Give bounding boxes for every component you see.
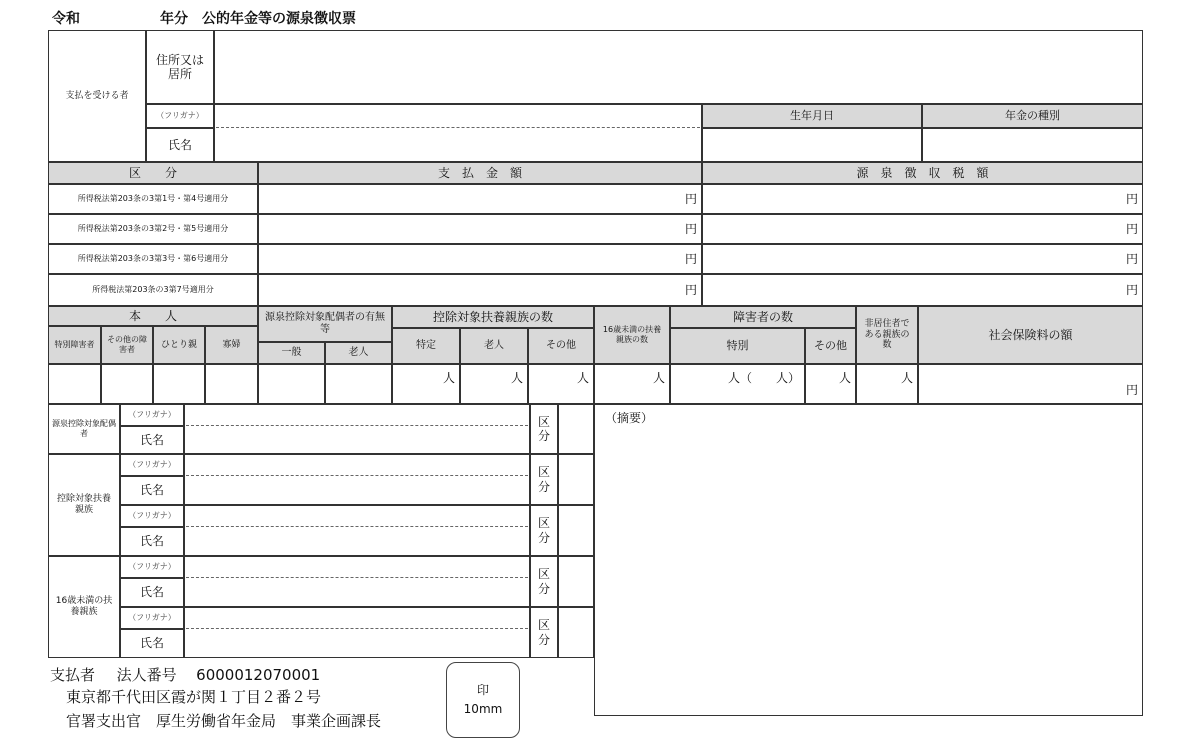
- era-label: 令和: [52, 11, 80, 27]
- spouse-section-label: 源泉控除対象配偶者: [48, 404, 120, 454]
- spouse-general-cell[interactable]: [258, 364, 325, 404]
- under16-cell[interactable]: 人: [594, 364, 670, 404]
- category-header: 区 分: [48, 162, 258, 184]
- dependents-elderly-cell[interactable]: 人: [460, 364, 528, 404]
- dependents-section-label: 控除対象扶養親族: [48, 454, 120, 556]
- family-furigana-label: （フリガナ）: [120, 556, 184, 578]
- spouse-general-header: 一般: [258, 342, 325, 364]
- family-name-field[interactable]: [184, 556, 530, 607]
- family-furigana-label: （フリガナ）: [120, 607, 184, 629]
- disabled-count-header: 障害者の数: [670, 306, 856, 328]
- spouse-elderly-cell[interactable]: [325, 364, 392, 404]
- corp-number: 6000012070001: [196, 666, 321, 684]
- birthdate-header: 生年月日: [702, 104, 922, 128]
- family-furigana-label: （フリガナ）: [120, 454, 184, 476]
- widow-header: 寡婦: [205, 326, 258, 364]
- birthdate-field[interactable]: [702, 128, 922, 162]
- seal-box: [446, 662, 520, 738]
- nonresident-header: 非居住者である親族の数: [856, 306, 918, 364]
- amount-row-label: 所得税法第203条の3第2号・第5号適用分: [48, 214, 258, 244]
- family-name-field[interactable]: [184, 454, 530, 505]
- disabled-special-cell[interactable]: 人（ 人）: [670, 364, 805, 404]
- withholding-amount[interactable]: 円: [702, 274, 1143, 306]
- self-header: 本 人: [48, 306, 258, 326]
- other-disabled-cell[interactable]: [101, 364, 153, 404]
- payment-amount[interactable]: 円: [258, 274, 702, 306]
- nonresident-cell[interactable]: 人: [856, 364, 918, 404]
- address-field[interactable]: [214, 30, 1143, 104]
- payment-amount[interactable]: 円: [258, 184, 702, 214]
- disabled-other-header: その他: [805, 328, 856, 364]
- special-disabled-cell[interactable]: [48, 364, 101, 404]
- withholding-amount[interactable]: 円: [702, 184, 1143, 214]
- spouse-elderly-header: 老人: [325, 342, 392, 364]
- kubun-label: 区分: [530, 454, 558, 505]
- seal-label: 印: [476, 682, 489, 697]
- family-name-field[interactable]: [184, 404, 530, 454]
- kubun-field[interactable]: [558, 556, 594, 607]
- withholding-amount[interactable]: 円: [702, 214, 1143, 244]
- payment-amount[interactable]: 円: [258, 244, 702, 274]
- withholding-header: 源 泉 徴 収 税 額: [702, 162, 1143, 184]
- family-name-label: 氏名: [120, 426, 184, 454]
- pension-type-header: 年金の種別: [922, 104, 1143, 128]
- seal-size: 10mm: [463, 702, 503, 716]
- widow-cell[interactable]: [205, 364, 258, 404]
- disabled-special-header: 特別: [670, 328, 805, 364]
- family-name-field[interactable]: [184, 607, 530, 658]
- payer-address: 東京都千代田区霞が関１丁目２番２号: [66, 688, 322, 706]
- payer-label: 支払者: [50, 666, 96, 684]
- family-name-field[interactable]: [184, 505, 530, 556]
- special-disabled-header: 特別障害者: [48, 326, 101, 364]
- kubun-field[interactable]: [558, 505, 594, 556]
- recipient-label: 支払を受ける者: [48, 30, 146, 162]
- remarks-label: （摘要）: [605, 411, 654, 425]
- corp-number-label: 法人番号: [116, 666, 177, 684]
- address-label: 住所又は居所: [146, 30, 214, 104]
- single-parent-header: ひとり親: [153, 326, 205, 364]
- family-name-label: 氏名: [120, 527, 184, 556]
- single-parent-cell[interactable]: [153, 364, 205, 404]
- kubun-label: 区分: [530, 556, 558, 607]
- furigana-label: （フリガナ）: [146, 104, 214, 128]
- spouse-header: 源泉控除対象配偶者の有無等: [258, 306, 392, 342]
- family-name-label: 氏名: [120, 476, 184, 505]
- kubun-label: 区分: [530, 404, 558, 454]
- kubun-field[interactable]: [558, 404, 594, 454]
- family-furigana-label: （フリガナ）: [120, 505, 184, 527]
- family-furigana-label: （フリガナ）: [120, 404, 184, 426]
- dependents-other-header: その他: [528, 328, 594, 364]
- social-insurance-cell[interactable]: 円: [918, 364, 1143, 404]
- name-label: 氏名: [146, 128, 214, 162]
- kubun-field[interactable]: [558, 607, 594, 658]
- dependents-specified-header: 特定: [392, 328, 460, 364]
- remarks-field[interactable]: [594, 404, 1143, 716]
- withholding-amount[interactable]: 円: [702, 244, 1143, 274]
- payment-header: 支 払 金 額: [258, 162, 702, 184]
- amount-row-label: 所得税法第203条の3第3号・第6号適用分: [48, 244, 258, 274]
- payment-amount[interactable]: 円: [258, 214, 702, 244]
- social-insurance-header: 社会保険料の額: [918, 306, 1143, 364]
- dependents-specified-cell[interactable]: 人: [392, 364, 460, 404]
- amount-row-label: 所得税法第203条の3第1号・第4号適用分: [48, 184, 258, 214]
- pension-type-field[interactable]: [922, 128, 1143, 162]
- under16-section-label: 16歳未満の扶養親族: [48, 556, 120, 658]
- dependents-elderly-header: 老人: [460, 328, 528, 364]
- kubun-field[interactable]: [558, 454, 594, 505]
- kubun-label: 区分: [530, 607, 558, 658]
- form-title: 年分 公的年金等の源泉徴収票: [160, 11, 356, 27]
- dependents-header: 控除対象扶養親族の数: [392, 306, 594, 328]
- kubun-label: 区分: [530, 505, 558, 556]
- other-disabled-header: その他の障害者: [101, 326, 153, 364]
- disabled-other-cell[interactable]: 人: [805, 364, 856, 404]
- under16-header: 16歳未満の扶養親族の数: [594, 306, 670, 364]
- family-name-label: 氏名: [120, 578, 184, 607]
- payer-line: [50, 664, 320, 685]
- name-field[interactable]: [214, 104, 702, 162]
- payer-official: 官署支出官 厚生労働省年金局 事業企画課長: [66, 712, 382, 730]
- dependents-other-cell[interactable]: 人: [528, 364, 594, 404]
- family-name-label: 氏名: [120, 629, 184, 658]
- amount-row-label: 所得税法第203条の3第7号適用分: [48, 274, 258, 306]
